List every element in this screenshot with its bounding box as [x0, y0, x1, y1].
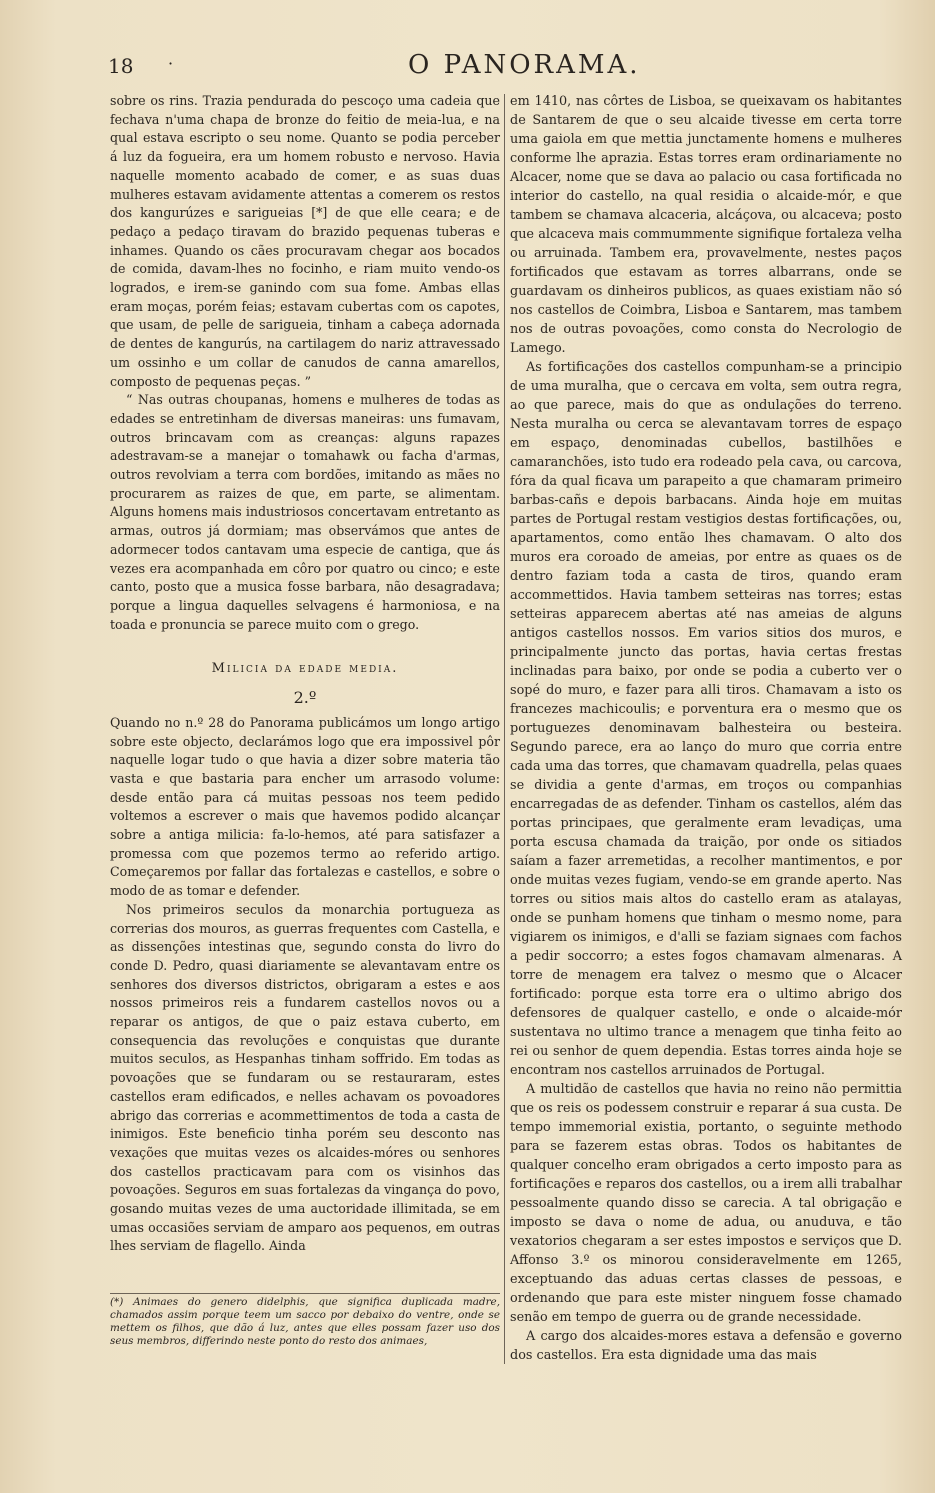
header-separator: ·	[168, 54, 174, 73]
running-title: O PANORAMA.	[408, 50, 641, 80]
footnote-text: (*) Animaes do genero didelphis, que significa duplicada madre, chamados assim porque teem um sacco por debaixo do ventre, onde se mettem os filhos, que dão á luz, antes que elles possam fazer uso dos seus membros, differindo neste ponto do resto dos animaes,	[110, 1296, 500, 1347]
footnote-rule	[110, 1293, 500, 1294]
paragraph: sobre os rins. Trazia pendurada do pescoço uma cadeia que fechava n'uma chapa de bronze do feitio de meia-lua, e na qual estava escripto o seu nome. Quanto se podia perceber á luz da fogueira, era um homem robusto e nervoso. Havia naquelle momento acabado de comer, e as suas duas mulheres estavam avidamente attentas a comerem os restos dos kangurúzes e sarigueias [*] de que elle ceara; e de pedaço a pedaço tiravam do brazido pequenas tuberas e inhames. Quando os cães procuravam chegar aos bocados de comida, davam-lhes no focinho, e riam muito vendo-os logrados, e irem-se ganindo com sua fome. Ambas ellas eram moças, porém feias; estavam cubertas com os capotes, que usam, de pelle de sarigueia, tinham a cabeça adornada de dentes de kangurús, na cartilagem do nariz attravessado um ossinho e um collar de canudos de canna amarellos, composto de pequenas peças. ”	[110, 93, 500, 389]
paragraph: em 1410, nas côrtes de Lisboa, se queixavam os habitantes de Santarem de que o seu alcaide tivesse em certa torre uma gaiola em que mettia junctamente homens e mulheres conforme lhe aprazia. Estas torres eram ordinariamente no Alcacer, nome que se dava ao palacio ou casa fortificada no interior do castello, na qual residia o alcaide-mór, e que tambem se chamava alcaceria, alcáçova, ou alcaceva; posto que alcaceva mais commummente signifique fortaleza velha ou arruinada. Tambem era, provavelmente, nestes paços fortificados que estavam as torres albarrans, onde se guardavam os dinheiros publicos, as quaes existiam não só nos castellos de Coimbra, Lisboa e Santarem, mas tambem nos de outras povoações, como consta do Necrologio de Lamego.	[510, 94, 902, 356]
paragraph: Nos primeiros seculos da monarchia portugueza as correrias dos mouros, as guerras frequentes com Castella, e as dissenções intestinas que, segundo consta do livro do conde D. Pedro, quasi diariamente se alevantavam entre os senhores dos diversos districtos, obrigaram a estes e aos nossos primeiros reis a fundarem castellos novos ou a reparar os antigos, de que o paiz estava cuberto, em consequencia das revoluções e conquistas que durante muitos seculos, as Hespanhas tinham soffrido. Em todas as povoações que se fundaram ou se restauraram, estes castellos eram edificados, e nelles achavam os povoadores abrigo das correrias e acommettimentos de toda a casta de inimigos. Este beneficio tinha porém seu desconto nas vexações que muitas vezes os alcaides-móres ou senhores dos castellos practicavam para com os visinhos das povoações. Seguros em suas fortalezas da vingança do povo, gosando muitas vezes de uma auctoridade illimitada, se em umas occasiões serviam de amparo aos pequenos, em outras lhes serviam de flagello. Ainda	[110, 901, 500, 1254]
section-title: Milicia da edade media.	[211, 661, 399, 677]
paragraph: “ Nas outras choupanas, homens e mulheres de todas as edades se entretinham de diversas maneiras: uns fumavam, outros brincavam com as creanças: alguns rapazes adestravam-se a manejar o tomahawk ou facha d'armas, outros revolviam a terra com bordões, imitando as mães no procurarem as raizes de que, em parte, se alimentam. Alguns homens mais industriosos concertavam entretanto as armas, outros já dormiam; mas observámos que antes de adormecer todos cantavam uma especie de cantiga, que ás vezes era acompanhada em côro por quatro ou cinco; e este canto, posto que a musica fosse barbara, não desagradava; porque a lingua daquelles selvagens é harmoniosa, e na toada e pronuncia se parece muito com o grego.	[110, 392, 500, 632]
paragraph: As fortificações dos castellos compunham-se a principio de uma muralha, que o cercava em volta, sem outra regra, ao que parece, mais do que as ondulações do terreno. Nesta muralha ou cerca se alevantavam torres de espaço em espaço, denominadas cubellos, bastilhões e camaranchões, isto tudo era rodeado pela cava, ou carcova, fóra da qual ficava um parapeito a que chamaram primeiro barbas-cañs e depois barbacans. Ainda hoje em muitas partes de Portugal restam vestigios destas fortificações, ou, apartamentos, como então lhes chamavam. O alto dos muros era coroado de ameias, por entre as quaes os de dentro faziam toda a casta de tiros, quando eram accommettidos. Havia tambem setteiras nas torres; estas setteiras apparecem abertas até nas ameias de alguns antigos castellos nossos. Em varios sitios dos muros, e principalmente juncto das portas, havia certas frestas inclinadas para baixo, por onde se podia a cuberto ver o sopé do muro, e fazer para alli tiros. Chamavam a isto os francezes machicoulis; e porventura era o mesmo que os portuguezes denominavam balhesteira ou besteira. Segundo parece, era ao lanço do muro que corria entre cada uma das torres, que chamavam quadrella, pelas quaes se dividia a gente d'armas, em troços ou companhias encarregadas de as defender. Tinham os castellos, além das portas principaes, que geralmente eram levadiças, uma porta escusa chamada da traição, por onde os sitiados saíam a fazer arremetidas, a recolher mantimentos, e por onde muitas vezes fugiam, vendo-se em grande aperto. Nas torres ou sitios mais altos do castello eram as atalayas, onde se punham homens que tinham o mesmo nome, para vigiarem os inimigos, e d'alli se faziam signaes com fachos a pedir soccorro; a estes fogos chamavam almenaras. A torre de menagem era talvez o mesmo que o Alcacer fortificado: porque esta torre era o ultimo abrigo dos defensores de qualquer castello, e onde o alcaide-mór sustentava no ultimo trance a menagem que tinha feito ao rei ou senhor de quem dependia. Estas torres ainda hoje se encontram nos castellos arruinados de Portugal.	[510, 360, 902, 1078]
footnote	[110, 1296, 500, 1348]
page-number: 18	[108, 54, 134, 78]
left-column	[110, 92, 500, 1256]
right-column	[510, 92, 902, 1365]
paragraph: A multidão de castellos que havia no reino não permittia que os reis os podessem construir e reparar á sua custa. De tempo immemorial existia, portanto, o seguinte methodo para se fazerem estas obras. Todos os habitantes de qualquer concelho eram obrigados a certo imposto para as fortificações e reparos dos castellos, ou a irem alli trabalhar pessoalmente quando disso se carecia. A tal obrigação e imposto se dava o nome de adua, ou anuduva, e tão vexatorios chegaram a ser estes impostos e serviços que D. Affonso 3.º os minorou consideravelmente em 1265, exceptuando das aduas certas classes de pessoas, e ordenando que para este mister ninguem fosse chamado senão em tempo de guerra ou de grande necessidade.	[510, 1082, 902, 1325]
page-header	[108, 50, 898, 88]
column-divider	[504, 94, 505, 1364]
section-number: 2.º	[293, 688, 317, 708]
paragraph: Quando no n.º 28 do Panorama publicámos um longo artigo sobre este objecto, declarámos logo que era impossivel pôr naquelle logar tudo o que havia a dizer sobre materia tão vasta e que bastaria para encher um arrasodo volume: desde então para cá muitas pessoas nos teem pedido voltemos a escrever o mais que havemos podido alcançar sobre a antiga milicia: fa-lo-hemos, até para satisfazer a promessa com que pozemos termo ao referido artigo. Começaremos por fallar das fortalezas e castellos, e sobre o modo de as tomar e defender.	[110, 714, 500, 899]
paragraph: A cargo dos alcaides-mores estava a defensão e governo dos castellos. Era esta dignidade uma das mais	[510, 1329, 902, 1363]
